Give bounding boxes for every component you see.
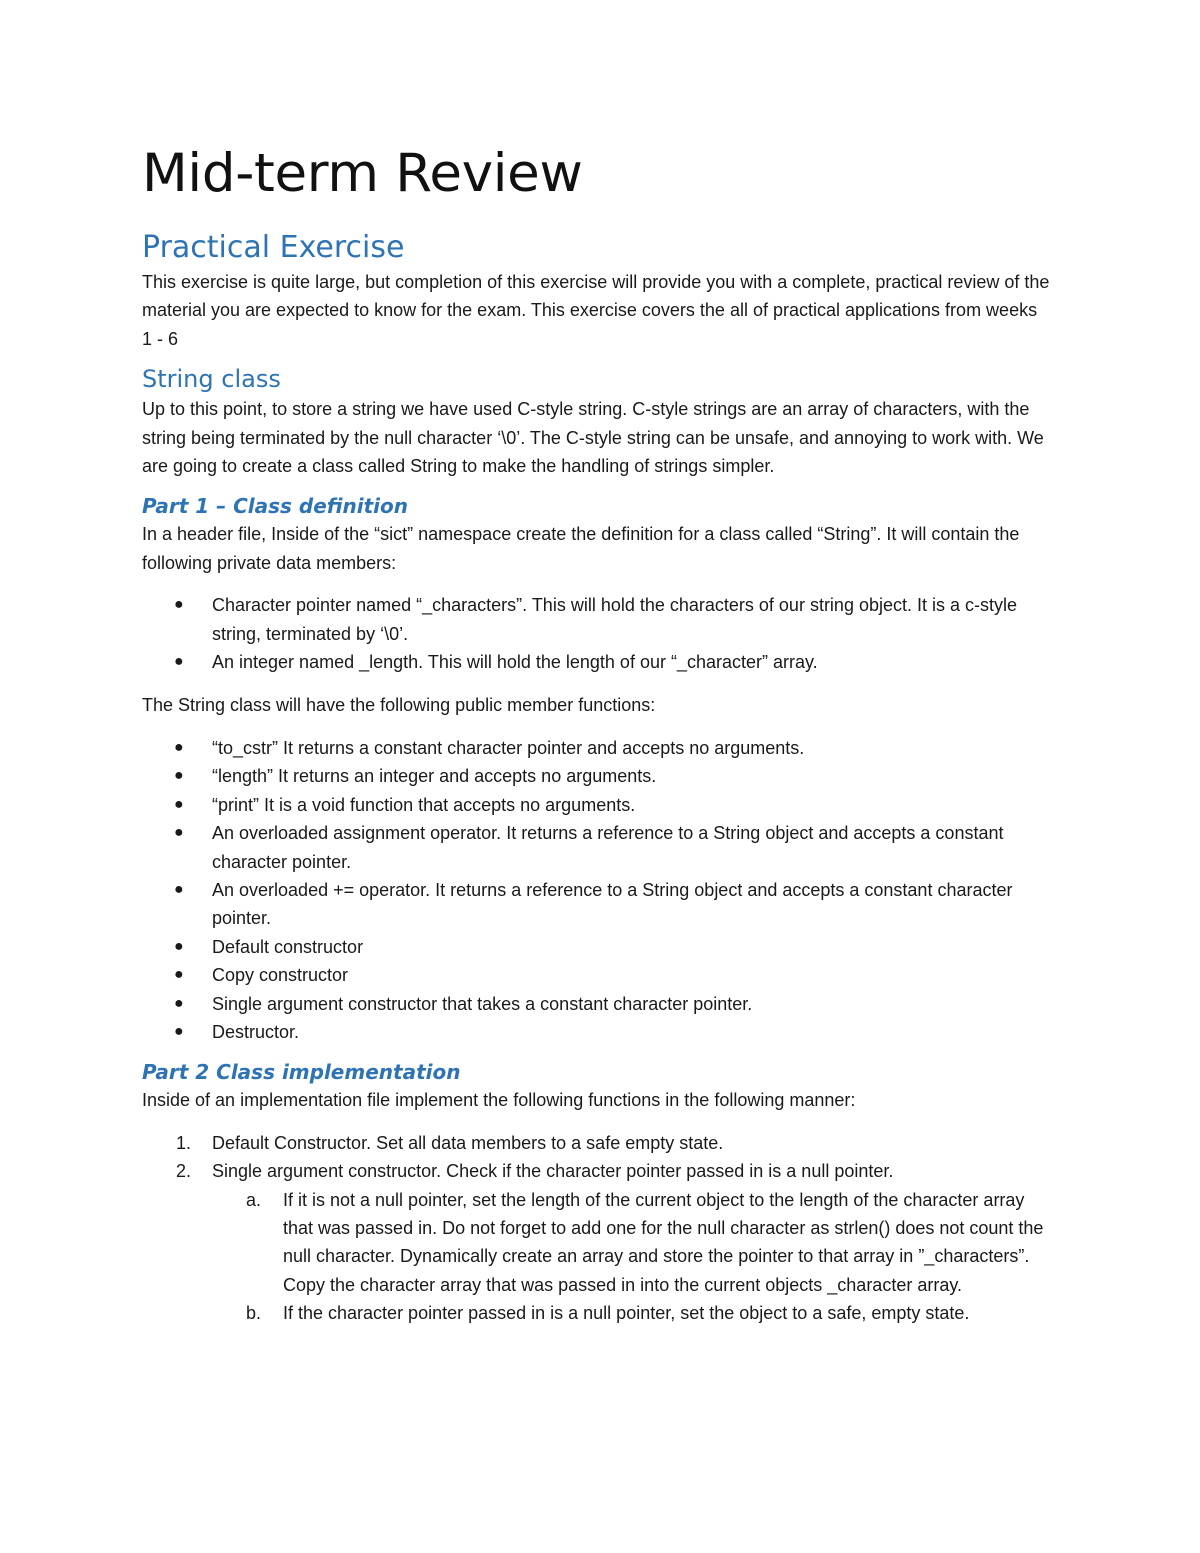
list-item bbox=[142, 1299, 1052, 1327]
list-item bbox=[142, 1018, 1052, 1046]
list-item bbox=[142, 591, 1052, 648]
list-item-text: Single argument constructor that takes a constant character pointer. bbox=[212, 993, 753, 1014]
list-item bbox=[142, 791, 1052, 819]
bullet-icon: ● bbox=[174, 1022, 184, 1040]
list-item-text: “length” It returns an integer and accepts no arguments. bbox=[212, 766, 657, 787]
list-number: 2. bbox=[176, 1161, 192, 1182]
list-item-text: An overloaded += operator. It returns a reference to a String object and accepts a constant character pointer. bbox=[212, 879, 1013, 929]
list-item-text: “print” It is a void function that accepts no arguments. bbox=[212, 794, 636, 815]
list-item bbox=[142, 734, 1052, 762]
bullet-icon: ● bbox=[174, 767, 184, 785]
list-item bbox=[142, 990, 1052, 1018]
bullet-icon: ● bbox=[174, 795, 184, 813]
document-body bbox=[142, 140, 1052, 1328]
heading-part-2: Part 2 Class implementation bbox=[142, 1060, 461, 1085]
bullet-icon: ● bbox=[174, 824, 184, 842]
private-members-list bbox=[142, 591, 1052, 676]
bullet-icon: ● bbox=[174, 994, 184, 1012]
list-item-text: Single argument constructor. Check if the character pointer passed in is a null pointer. bbox=[212, 1161, 894, 1182]
list-item bbox=[142, 933, 1052, 961]
list-item bbox=[142, 648, 1052, 676]
public-members-intro: The String class will have the following public member functions: bbox=[142, 695, 656, 716]
practical-intro-paragraph: This exercise is quite large, but completion of this exercise will provide you with a complete, practical review of the material you are expected to know for the exam. This exercise covers the all of practical applications from weeks 1 - 6 bbox=[142, 272, 1050, 349]
list-item bbox=[142, 1129, 1052, 1157]
string-class-intro-paragraph: Up to this point, to store a string we have used C-style string. C-style strings are an array of characters, with the string being terminated by the null character ‘\0’. The C-style string can be unsafe, and annoying to work with. We are going to create a class called String to make the handling of strings simpler. bbox=[142, 399, 1044, 477]
list-item-text: Default constructor bbox=[212, 936, 364, 957]
list-item-text: If the character pointer passed in is a null pointer, set the object to a safe, empty state. bbox=[283, 1303, 970, 1324]
list-number: 1. bbox=[176, 1132, 192, 1153]
list-item-text: “to_cstr” It returns a constant character pointer and accepts no arguments. bbox=[212, 737, 805, 758]
bullet-icon: ● bbox=[174, 880, 184, 898]
heading-part-1: Part 1 – Class definition bbox=[142, 494, 409, 519]
list-item bbox=[142, 1157, 1052, 1327]
bullet-icon: ● bbox=[174, 966, 184, 984]
heading-practical-exercise: Practical Exercise bbox=[142, 230, 405, 265]
list-item bbox=[142, 961, 1052, 989]
list-letter: b. bbox=[246, 1303, 262, 1324]
part1-intro-paragraph: In a header file, Inside of the “sict” namespace create the definition for a class called “String”. It will contain the following private data members: bbox=[142, 524, 1020, 573]
list-item-text: Copy constructor bbox=[212, 965, 349, 986]
heading-string-class: String class bbox=[142, 365, 281, 394]
bullet-icon: ● bbox=[174, 738, 184, 756]
list-item-text: Destructor. bbox=[212, 1021, 300, 1042]
list-item-text: Character pointer named “_characters”. This will hold the characters of our string object. It is a c-style string, terminated by ‘\0’. bbox=[212, 595, 1018, 644]
list-item-text: Default Constructor. Set all data members to a safe empty state. bbox=[212, 1132, 724, 1153]
list-letter: a. bbox=[246, 1189, 262, 1210]
list-item-text: An integer named _length. This will hold the length of our “_character” array. bbox=[212, 652, 818, 673]
list-item bbox=[142, 876, 1052, 933]
list-item bbox=[142, 819, 1052, 876]
list-item-text: An overloaded assignment operator. It returns a reference to a String object and accepts a constant character pointer. bbox=[212, 823, 1004, 872]
list-item bbox=[142, 1186, 1052, 1300]
document-title: Mid-term Review bbox=[142, 143, 583, 204]
implementation-substeps-list bbox=[212, 1186, 1052, 1328]
list-item-text: If it is not a null pointer, set the length of the current object to the length of the character array that was passed in. Do not forget to add one for the null character as strlen() does not count the null character. Dynamically create an array and store the pointer to that array in ”_characters”. Copy the character array that was passed in into the current objects _character array. bbox=[283, 1189, 1044, 1295]
implementation-steps-list bbox=[142, 1129, 1052, 1328]
public-members-list bbox=[142, 734, 1052, 1046]
bullet-icon: ● bbox=[174, 653, 184, 671]
bullet-icon: ● bbox=[174, 937, 184, 955]
part2-intro-paragraph: Inside of an implementation file implement the following functions in the following manner: bbox=[142, 1090, 856, 1111]
list-item bbox=[142, 762, 1052, 790]
bullet-icon: ● bbox=[174, 596, 184, 614]
